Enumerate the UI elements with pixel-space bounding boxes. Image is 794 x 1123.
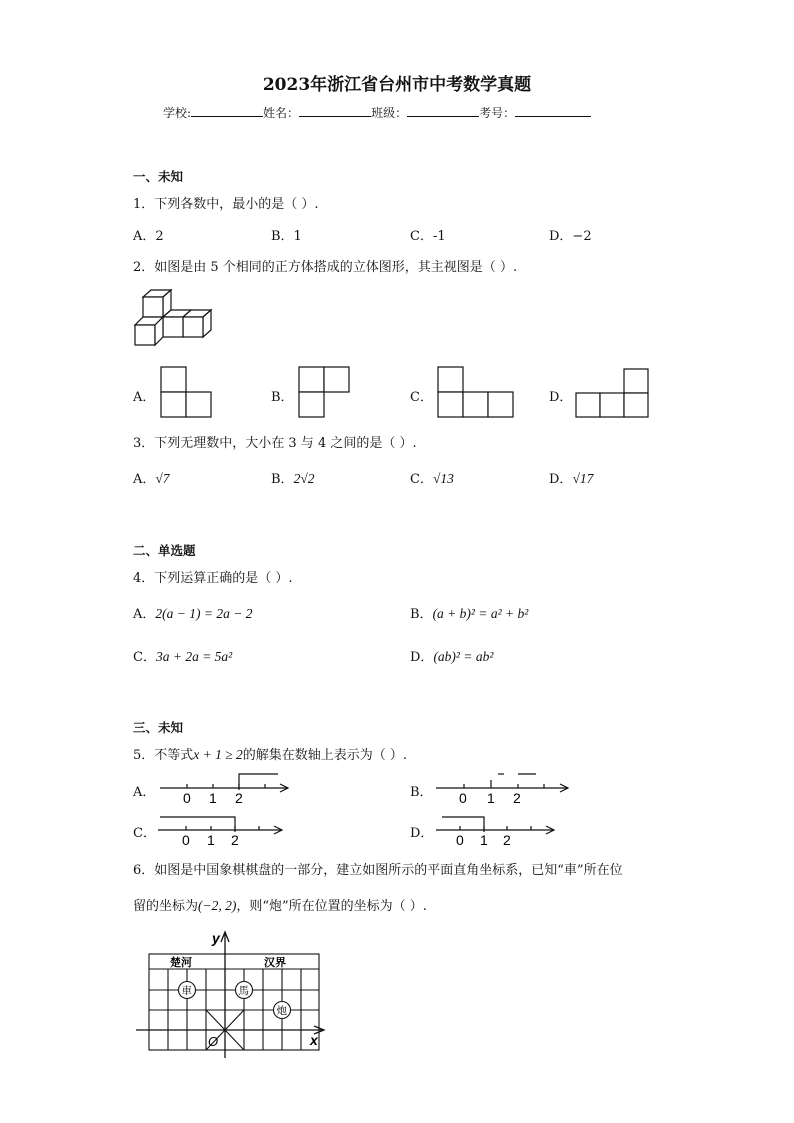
name-blank[interactable] [299,104,371,117]
option-b-number-line [436,770,576,806]
section-heading: 二、单选题 [133,543,196,558]
question-stem: 5．不等式x + 1 ≥ 2的解集在数轴上表示为（ ）. [133,747,408,763]
option-b-math: √2 [300,471,315,486]
option-c-view [437,366,515,420]
section-heading: 三、未知 [133,720,184,735]
option-b: B．1 [271,229,302,244]
option-d-number-line [436,812,561,848]
piece-ma [236,982,253,999]
x-axis-label: x [310,1032,318,1048]
option-a: A．√7 [133,471,170,487]
class-blank[interactable] [407,104,479,117]
exam-no-blank[interactable] [515,104,591,117]
class-label: 班级： [371,106,408,120]
question-stem: 1．下列各数中，最小的是（ ）. [133,197,319,212]
option-d: D．−2 [549,229,592,244]
name-label: 姓名： [263,106,300,120]
option-b: B． [410,785,433,800]
tick-label: 0 [182,832,190,848]
option-c-number-line [158,812,288,848]
option-c: C．-1 [410,229,446,244]
tick-label: 2 [231,832,239,848]
y-axis-label: y [212,930,220,946]
tick-label: 0 [459,790,467,806]
tick-label: 2 [513,790,521,806]
svg-text:馬: 馬 [238,985,249,997]
tick-label: 1 [487,790,495,806]
tick-label: 1 [480,832,488,848]
option-b-math: (a + b)² = a² + b² [432,606,529,621]
option-a: A．2 [133,229,164,244]
option-b: B． [271,390,294,405]
svg-text:車: 車 [181,985,192,997]
question-stem: 4．下列运算正确的是（ ）. [133,571,293,586]
option-b-view [298,366,352,420]
option-d-math: (ab)² = ab² [433,649,494,664]
option-c: C． [410,390,433,405]
question-stem-line2: 留的坐标为(−2, 2)，则“炮”所在位置的坐标为（ ）. [133,898,427,914]
option-a: A．2(a − 1) = 2a − 2 [133,606,253,622]
question-stem-line1: 6．如图是中国象棋棋盘的一部分，建立如图所示的平面直角坐标系，已知“車”所在位 [133,863,623,878]
tick-label: 2 [503,832,511,848]
option-a-number-line [160,770,295,806]
option-c-math: 3a + 2a = 5a² [155,649,233,664]
option-d-view [575,368,653,422]
tick-label: 1 [209,790,217,806]
school-label: 学校: [163,106,192,120]
question-stem: 3．下列无理数中，大小在 3 与 4 之间的是（ ）. [133,436,417,451]
tick-label: 0 [183,790,191,806]
piece-pao [274,1002,291,1019]
che-coordinate-math: (−2, 2) [198,898,237,913]
option-a-math: √7 [155,471,170,486]
river-label-right: 汉界 [264,957,286,969]
section-heading: 一、未知 [133,169,184,184]
question-stem: 2．如图是由 5 个相同的正方体搭成的立体图形，其主视图是（ ）. [133,260,518,275]
option-a: A． [133,390,156,405]
cube-stack-figure [130,287,220,353]
tick-label: 1 [207,832,215,848]
info-line [163,104,591,121]
option-b: B．(a + b)² = a² + b² [410,606,529,622]
school-blank[interactable] [191,104,263,117]
option-c: C． [133,826,156,841]
option-c-math: √13 [432,471,454,486]
option-a-math: 2(a − 1) = 2a − 2 [155,606,253,621]
origin-label: O [208,1034,219,1049]
option-d: D．√17 [549,471,594,487]
page-title: 2023年浙江省台州市中考数学真题 [262,75,532,95]
tick-label: 0 [456,832,464,848]
inequality-math: x + 1 ≥ 2 [193,747,243,762]
svg-text:炮: 炮 [276,1005,287,1017]
tick-label: 2 [235,790,243,806]
option-d: D． [549,390,573,405]
river-label-left: 楚河 [170,957,192,969]
option-b: B．2√2 [271,471,315,487]
option-c: C．3a + 2a = 5a² [133,649,233,665]
option-d: D．(ab)² = ab² [410,649,494,665]
option-a-view [160,366,214,420]
exam-no-label: 考号： [479,106,516,120]
option-d-math: √17 [572,471,594,486]
chess-board-figure [130,928,330,1058]
option-a: A． [133,785,156,800]
option-d: D． [410,826,434,841]
piece-che [179,982,196,999]
option-c: C．√13 [410,471,454,487]
